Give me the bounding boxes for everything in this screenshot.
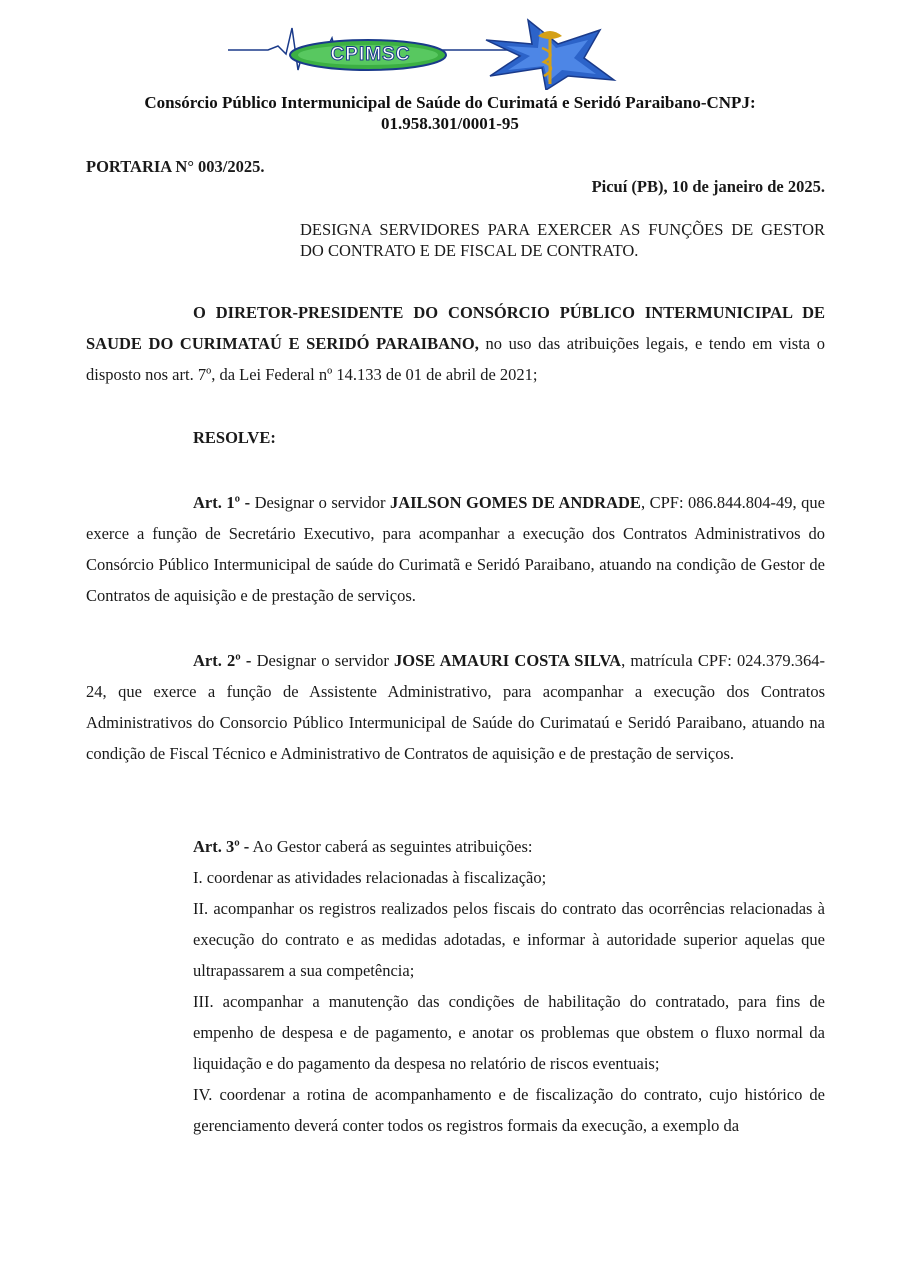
intro-paragraph [86,297,825,390]
intro-bold: O DIRETOR-PRESIDENTE DO CONSÓRCIO PÚBLICO INTERMUNICIPAL DE SAUDE DO CURIMATAÚ E SERIDÓ PARAIBANO, [86,303,825,353]
article-3-heading [193,831,825,862]
list-item: II. acompanhar os registros realizados pelos fiscais do contrato das ocorrências relacionadas à execução do contrato e as medidas adotadas, e informar à autoridade superior aquelas que ultrapassarem a sua competência; [193,899,825,980]
article-1 [86,487,825,611]
article-2-text: , matrícula CPF: 024.379.364-24, que exerce a função de Assistente Administrativo, para acompanhar a execução dos Contratos Administrativos do Consorcio Público Intermunicipal de Saúde do Curimataú e Seridó Paraibano, atuando na condição de Fiscal Técnico e Administrativo de Contratos de aquisição e de prestação de serviços. [86,651,825,763]
article-3-text: Ao Gestor caberá as seguintes atribuições: [249,837,533,856]
article-2-pre: Designar o servidor [251,651,395,670]
resolve-heading: RESOLVE: [193,428,276,447]
list-item: IV. coordenar a rotina de acompanhamento e de fiscalização do contrato, cujo histórico de gerenciamento deverá conter todos os registros formais da execução, a exemplo da [193,1085,825,1135]
intro-text: no uso das atribuições legais, e tendo em vista o disposto nos art. 7º, da Lei Federal nº 14.133 de 01 de abril de 2021; [86,334,825,384]
list-item: I. coordenar as atividades relacionadas à fiscalização; [193,868,547,887]
article-1-text: , CPF: 086.844.804-49, que exerce a função de Secretário Executivo, para acompanhar a execução dos Contratos Administrativos do Consórcio Público Intermunicipal de saúde do Curimatã e Seridó Paraibano, atuando na condição de Gestor de Contratos de aquisição e de prestação de serviços. [86,493,825,605]
cpimsc-logo [228,18,680,90]
article-2-label: Art. 2º - [193,651,252,670]
logo-text: CPIMSC [330,44,411,65]
article-1-pre: Designar o servidor [250,493,390,512]
article-3 [193,831,825,1141]
header-title-line2: 01.958.301/0001-95 [381,114,519,133]
document-date: Picuí (PB), 10 de janeiro de 2025. [591,177,825,196]
article-2 [86,645,825,769]
list-item: III. acompanhar a manutenção das condições de habilitação do contratado, para fins de empenho de despesa e de pagamento, e anotar os problemas que obstem o fluxo normal da liquidação e do pagamento da despesa no relatório de riscos eventuais; [193,992,825,1073]
article-1-label: Art. 1º - [193,493,251,512]
logo-graphic [228,18,680,90]
header-title [0,92,900,134]
article-3-label: Art. 3º - [193,837,250,856]
portaria-number: PORTARIA N° 003/2025. [86,157,265,176]
ementa: DESIGNA SERVIDORES PARA EXERCER AS FUNÇÕES DE GESTOR DO CONTRATO E DE FISCAL DE CONTRATO. [300,220,825,260]
header-title-line1: Consórcio Público Intermunicipal de Saúde do Curimatá e Seridó Paraibano-CNPJ: [144,93,756,112]
article-2-name: JOSE AMAURI COSTA SILVA [394,651,622,670]
article-1-name: JAILSON GOMES DE ANDRADE [389,493,641,512]
